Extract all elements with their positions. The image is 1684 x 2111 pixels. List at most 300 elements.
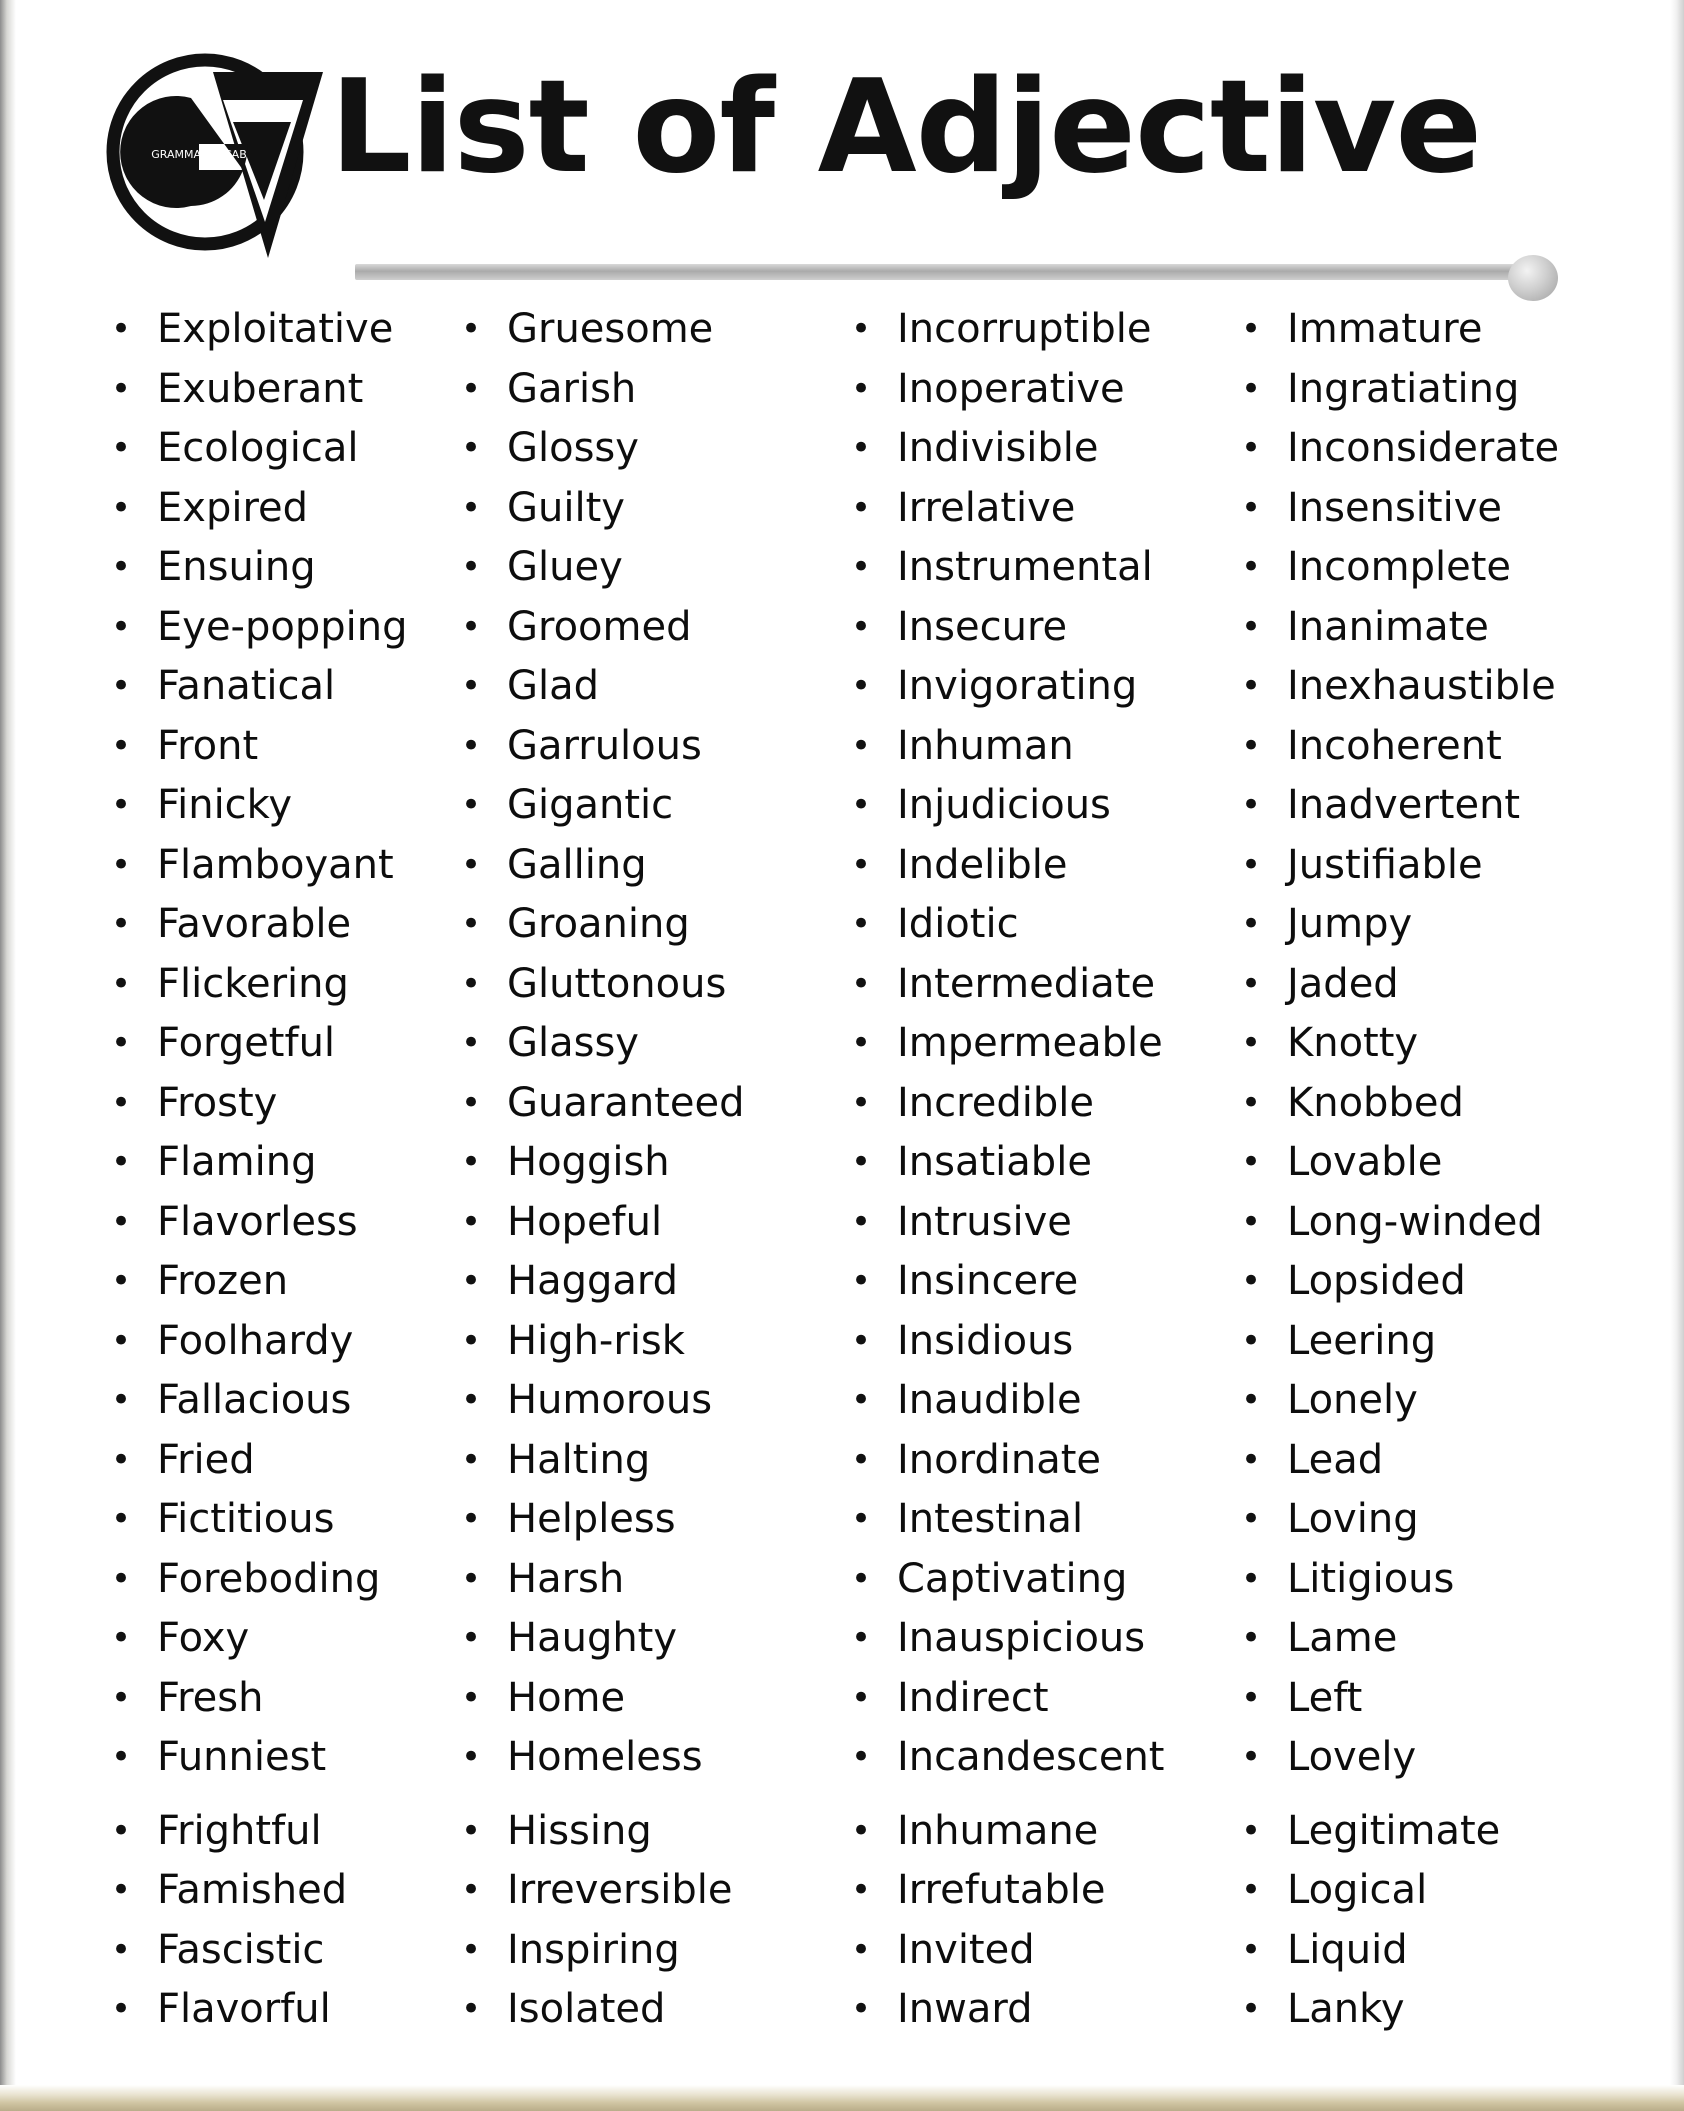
bullet-icon: • — [851, 1558, 872, 1599]
adjective-label: Glossy — [507, 425, 639, 471]
list-item — [95, 657, 445, 717]
list-item — [835, 895, 1225, 955]
list-item — [445, 598, 835, 658]
adjective-label: Inauspicious — [897, 1615, 1146, 1661]
bullet-icon: • — [461, 1142, 482, 1182]
adjective-label: Harsh — [507, 1555, 625, 1602]
adjective-label: Inoperative — [897, 365, 1125, 412]
list-item — [1225, 1728, 1615, 1788]
bullet-icon: • — [1241, 725, 1262, 766]
bullet-icon: • — [1241, 1023, 1262, 1063]
bullet-icon: • — [461, 844, 482, 885]
list-item — [445, 1252, 835, 1312]
bullet-icon: • — [1241, 666, 1262, 706]
bullet-icon: • — [461, 1618, 482, 1658]
list-item — [445, 1728, 835, 1788]
bullet-icon: • — [461, 1677, 482, 1718]
bullet-icon: • — [461, 1499, 482, 1539]
list-item — [835, 419, 1225, 479]
adjective-label: Homeless — [507, 1734, 703, 1780]
list-item — [1225, 1252, 1615, 1312]
bullet-icon: • — [461, 1558, 482, 1599]
bullet-icon: • — [111, 1380, 132, 1420]
adjective-label: Guaranteed — [507, 1079, 745, 1126]
adjective-label: Ingratiating — [1287, 365, 1520, 412]
bullet-icon: • — [461, 1439, 482, 1480]
bullet-icon: • — [851, 428, 872, 468]
adjective-label: Haughty — [507, 1615, 678, 1661]
bullet-icon: • — [851, 785, 872, 825]
list-item — [95, 419, 445, 479]
adjective-label: Injudicious — [897, 782, 1111, 828]
bullet-icon: • — [851, 1929, 872, 1970]
document-header — [0, 26, 1684, 276]
adjective-label: Humorous — [507, 1377, 713, 1423]
adjective-label: Gluey — [507, 544, 623, 590]
bullet-icon: • — [111, 904, 132, 944]
bullet-icon: • — [461, 1870, 482, 1910]
bullet-icon: • — [461, 309, 482, 349]
adjective-label: Famished — [157, 1867, 348, 1913]
bullet-icon: • — [461, 963, 482, 1004]
adjective-label: Leering — [1287, 1317, 1437, 1364]
bullet-icon: • — [1241, 1499, 1262, 1539]
adjective-label: Fallacious — [157, 1377, 352, 1423]
list-item — [95, 776, 445, 836]
adjective-label: Insatiable — [897, 1139, 1092, 1185]
bullet-icon: • — [851, 1439, 872, 1480]
adjective-label: Flavorful — [157, 1986, 331, 2032]
list-item — [1225, 1669, 1615, 1729]
adjective-label: Inanimate — [1287, 603, 1489, 650]
bullet-icon: • — [1241, 785, 1262, 825]
list-item — [95, 1921, 445, 1981]
bullet-icon: • — [111, 1499, 132, 1539]
bullet-icon: • — [1241, 844, 1262, 885]
list-item — [95, 1609, 445, 1669]
bullet-icon: • — [851, 1201, 872, 1242]
list-item — [835, 1921, 1225, 1981]
list-item — [1225, 1861, 1615, 1921]
list-item — [445, 1371, 835, 1431]
adjective-column-4 — [1225, 300, 1615, 2040]
list-item — [95, 1669, 445, 1729]
list-item — [445, 1669, 835, 1729]
adjective-label: Frozen — [157, 1258, 289, 1304]
adjective-column-1 — [95, 300, 445, 2040]
adjective-label: Funniest — [157, 1734, 327, 1780]
adjective-label: Home — [507, 1674, 626, 1721]
list-item — [445, 1431, 835, 1491]
bullet-icon: • — [1241, 606, 1262, 647]
adjective-label: Fictitious — [157, 1496, 335, 1542]
adjective-label: Insecure — [897, 603, 1068, 650]
list-item — [95, 1861, 445, 1921]
adjective-label: Invited — [897, 1926, 1035, 1973]
adjective-label: Lopsided — [1287, 1258, 1466, 1304]
list-item — [835, 1609, 1225, 1669]
grammarvocab-logo — [95, 52, 337, 267]
list-item — [95, 479, 445, 539]
list-item — [835, 1014, 1225, 1074]
list-item — [95, 598, 445, 658]
bullet-icon: • — [461, 368, 482, 409]
list-item — [95, 1490, 445, 1550]
list-item — [835, 1074, 1225, 1134]
list-item — [445, 1014, 835, 1074]
bullet-icon: • — [851, 1320, 872, 1361]
bullet-icon: • — [851, 606, 872, 647]
bullet-icon: • — [1241, 1558, 1262, 1599]
list-item — [1225, 657, 1615, 717]
adjective-label: Groomed — [507, 603, 692, 650]
bullet-icon: • — [111, 309, 132, 349]
adjective-label: Flamboyant — [157, 841, 394, 888]
bullet-icon: • — [461, 1320, 482, 1361]
list-item — [95, 1193, 445, 1253]
adjective-label: Flaming — [157, 1139, 317, 1185]
list-item — [1225, 1193, 1615, 1253]
adjective-label: Ecological — [157, 425, 359, 471]
bullet-icon: • — [111, 963, 132, 1004]
adjective-label: Lonely — [1287, 1377, 1418, 1423]
list-item — [1225, 1490, 1615, 1550]
adjective-label: Incorruptible — [897, 306, 1152, 352]
list-item — [95, 300, 445, 360]
adjective-label: Favorable — [157, 901, 352, 947]
bullet-icon: • — [461, 606, 482, 647]
bullet-icon: • — [851, 725, 872, 766]
list-item — [1225, 538, 1615, 598]
list-item — [95, 1074, 445, 1134]
list-item — [445, 419, 835, 479]
adjective-label: Fanatical — [157, 663, 336, 709]
list-item — [835, 1802, 1225, 1862]
bullet-icon: • — [851, 1737, 872, 1777]
list-item — [445, 538, 835, 598]
adjective-label: Flickering — [157, 960, 349, 1007]
adjective-label: Gigantic — [507, 782, 674, 828]
bullet-icon: • — [1241, 1439, 1262, 1480]
adjective-label: Insincere — [897, 1258, 1079, 1304]
adjective-label: Inspiring — [507, 1926, 680, 1973]
list-item — [1225, 895, 1615, 955]
list-item — [445, 717, 835, 777]
bullet-icon: • — [111, 1558, 132, 1599]
list-item — [835, 1252, 1225, 1312]
adjective-label: Immature — [1287, 306, 1483, 352]
adjective-label: Fresh — [157, 1674, 264, 1721]
bullet-icon: • — [461, 1023, 482, 1063]
bullet-icon: • — [461, 1261, 482, 1301]
list-item — [445, 479, 835, 539]
bullet-icon: • — [1241, 368, 1262, 409]
bullet-icon: • — [851, 666, 872, 706]
adjective-label: Insensitive — [1287, 484, 1502, 531]
bullet-icon: • — [111, 368, 132, 409]
bullet-icon: • — [851, 1261, 872, 1301]
bullet-icon: • — [851, 1618, 872, 1658]
adjective-label: Litigious — [1287, 1555, 1455, 1602]
list-item — [1225, 1133, 1615, 1193]
adjective-label: Flavorless — [157, 1198, 358, 1245]
bullet-icon: • — [111, 1677, 132, 1718]
adjective-label: Intrusive — [897, 1198, 1072, 1245]
adjective-label: High-risk — [507, 1317, 685, 1364]
list-item — [1225, 776, 1615, 836]
bullet-icon: • — [111, 1618, 132, 1658]
bullet-icon: • — [111, 1870, 132, 1910]
list-item — [1225, 1921, 1615, 1981]
bullet-icon: • — [851, 1380, 872, 1420]
list-item — [1225, 1431, 1615, 1491]
list-item — [835, 360, 1225, 420]
bullet-icon: • — [111, 1320, 132, 1361]
adjective-label: Exploitative — [157, 306, 394, 352]
list-item — [1225, 419, 1615, 479]
adjective-label: Halting — [507, 1436, 651, 1483]
list-item — [95, 1980, 445, 2040]
list-item — [835, 538, 1225, 598]
bullet-icon: • — [1241, 1142, 1262, 1182]
list-item — [95, 1133, 445, 1193]
adjective-label: Inadvertent — [1287, 782, 1521, 828]
bullet-icon: • — [1241, 547, 1262, 587]
bullet-icon: • — [851, 844, 872, 885]
list-item — [95, 1252, 445, 1312]
list-item — [835, 479, 1225, 539]
list-item — [445, 300, 835, 360]
list-item — [445, 1312, 835, 1372]
list-item — [1225, 1312, 1615, 1372]
list-item — [445, 1133, 835, 1193]
list-item — [445, 1609, 835, 1669]
bullet-icon: • — [111, 428, 132, 468]
adjective-label: Eye-popping — [157, 603, 408, 650]
bullet-icon: • — [111, 1989, 132, 2029]
adjective-label: Intestinal — [897, 1496, 1084, 1542]
bullet-icon: • — [461, 1737, 482, 1777]
adjective-label: Gruesome — [507, 306, 714, 352]
bullet-icon: • — [461, 1810, 482, 1851]
list-item — [95, 1431, 445, 1491]
list-item — [1225, 955, 1615, 1015]
adjective-label: Inexhaustible — [1287, 663, 1556, 709]
bullet-icon: • — [851, 1870, 872, 1910]
list-item — [445, 1861, 835, 1921]
adjective-label: Knotty — [1287, 1020, 1419, 1066]
list-item — [445, 1490, 835, 1550]
bullet-icon: • — [111, 1737, 132, 1777]
adjective-label: Lovable — [1287, 1139, 1443, 1185]
adjective-label: Inconsiderate — [1287, 425, 1560, 471]
list-item — [95, 895, 445, 955]
adjective-label: Left — [1287, 1674, 1363, 1721]
list-item — [835, 1669, 1225, 1729]
bullet-icon: • — [111, 725, 132, 766]
list-item — [835, 1193, 1225, 1253]
adjective-label: Liquid — [1287, 1926, 1408, 1973]
bullet-icon: • — [1241, 487, 1262, 528]
adjective-label: Fried — [157, 1436, 255, 1483]
list-item — [445, 1550, 835, 1610]
adjective-column-2 — [445, 300, 835, 2040]
bullet-icon: • — [1241, 1737, 1262, 1777]
bullet-icon: • — [461, 1989, 482, 2029]
adjective-label: Legitimate — [1287, 1807, 1501, 1854]
list-item — [95, 1312, 445, 1372]
list-item — [95, 1371, 445, 1431]
bullet-icon: • — [851, 1082, 872, 1123]
list-item — [1225, 1550, 1615, 1610]
adjective-label: Knobbed — [1287, 1079, 1464, 1126]
adjective-label: Foolhardy — [157, 1317, 354, 1364]
bullet-icon: • — [461, 666, 482, 706]
adjective-label: Inaudible — [897, 1377, 1082, 1423]
adjective-label: Lovely — [1287, 1734, 1417, 1780]
bullet-icon: • — [1241, 1810, 1262, 1851]
adjective-label: Glad — [507, 663, 600, 709]
bullet-icon: • — [851, 309, 872, 349]
bullet-icon: • — [111, 1082, 132, 1123]
adjective-label: Incandescent — [897, 1734, 1165, 1780]
adjective-label: Garish — [507, 365, 637, 412]
bullet-icon: • — [111, 1023, 132, 1063]
list-item — [445, 1802, 835, 1862]
adjective-label: Indivisible — [897, 425, 1099, 471]
bullet-icon: • — [1241, 1082, 1262, 1123]
list-item — [445, 360, 835, 420]
adjective-label: Groaning — [507, 901, 690, 947]
adjective-label: Irrelative — [897, 484, 1076, 531]
list-item — [835, 1980, 1225, 2040]
adjective-label: Idiotic — [897, 901, 1019, 947]
adjective-label: Long-winded — [1287, 1198, 1543, 1245]
bullet-icon: • — [1241, 1929, 1262, 1970]
bullet-icon: • — [1241, 904, 1262, 944]
list-item — [95, 1802, 445, 1862]
bullet-icon: • — [851, 1499, 872, 1539]
adjective-label: Frosty — [157, 1079, 278, 1126]
bullet-icon: • — [851, 963, 872, 1004]
bullet-icon: • — [1241, 1989, 1262, 2029]
bullet-icon: • — [461, 1929, 482, 1970]
adjective-columns — [0, 300, 1684, 2040]
bullet-icon: • — [1241, 309, 1262, 349]
adjective-label: Guilty — [507, 484, 625, 531]
bullet-icon: • — [851, 1810, 872, 1851]
adjective-label: Finicky — [157, 782, 293, 828]
list-item — [1225, 1014, 1615, 1074]
bullet-icon: • — [111, 1439, 132, 1480]
adjective-label: Helpless — [507, 1496, 676, 1542]
scan-edge-bottom — [0, 2085, 1684, 2111]
list-item — [835, 300, 1225, 360]
list-item — [835, 1431, 1225, 1491]
bullet-icon: • — [1241, 1380, 1262, 1420]
bullet-icon: • — [1241, 963, 1262, 1004]
adjective-label: Hissing — [507, 1807, 652, 1854]
list-item — [1225, 360, 1615, 420]
bullet-icon: • — [461, 1380, 482, 1420]
list-item — [1225, 1609, 1615, 1669]
adjective-label: Loving — [1287, 1496, 1419, 1542]
title-underline-rule — [355, 264, 1540, 280]
bullet-icon: • — [1241, 1320, 1262, 1361]
list-item — [445, 1980, 835, 2040]
list-item — [1225, 1980, 1615, 2040]
bullet-icon: • — [111, 1929, 132, 1970]
bullet-icon: • — [461, 547, 482, 587]
list-item — [1225, 479, 1615, 539]
adjective-label: Haggard — [507, 1258, 679, 1304]
adjective-label: Lead — [1287, 1436, 1384, 1483]
list-item — [445, 955, 835, 1015]
list-item — [445, 836, 835, 896]
bullet-icon: • — [461, 1082, 482, 1123]
bullet-icon: • — [851, 1677, 872, 1718]
adjective-label: Incredible — [897, 1079, 1094, 1126]
bullet-icon: • — [111, 487, 132, 528]
bullet-icon: • — [1241, 428, 1262, 468]
bullet-icon: • — [851, 487, 872, 528]
list-item — [835, 776, 1225, 836]
list-item — [445, 657, 835, 717]
bullet-icon: • — [851, 1023, 872, 1063]
logo-wordmark: GRAMMARVOCAB — [151, 148, 247, 161]
list-item — [1225, 1371, 1615, 1431]
adjective-label: Captivating — [897, 1555, 1128, 1602]
bullet-icon: • — [461, 487, 482, 528]
list-item — [1225, 1074, 1615, 1134]
adjective-label: Hopeful — [507, 1198, 663, 1245]
bullet-icon: • — [851, 1142, 872, 1182]
list-item — [835, 1133, 1225, 1193]
adjective-label: Lame — [1287, 1615, 1398, 1661]
adjective-label: Glassy — [507, 1020, 639, 1066]
list-item — [835, 598, 1225, 658]
list-item — [835, 1550, 1225, 1610]
bullet-icon: • — [461, 904, 482, 944]
list-item — [95, 1728, 445, 1788]
list-item — [445, 1193, 835, 1253]
adjective-label: Irrefutable — [897, 1867, 1106, 1913]
list-item — [95, 1550, 445, 1610]
list-item — [445, 1074, 835, 1134]
adjective-label: Isolated — [507, 1986, 666, 2032]
adjective-label: Inhumane — [897, 1807, 1099, 1854]
bullet-icon: • — [111, 606, 132, 647]
adjective-label: Jaded — [1287, 960, 1399, 1007]
list-item — [1225, 836, 1615, 896]
adjective-label: Inward — [897, 1986, 1033, 2032]
adjective-label: Expired — [157, 484, 309, 531]
bullet-icon: • — [111, 1201, 132, 1242]
adjective-label: Incomplete — [1287, 544, 1511, 590]
list-item — [835, 955, 1225, 1015]
adjective-label: Hoggish — [507, 1139, 670, 1185]
adjective-label: Incoherent — [1287, 722, 1502, 769]
adjective-column-3 — [835, 300, 1225, 2040]
bullet-icon: • — [851, 1989, 872, 2029]
list-item — [1225, 598, 1615, 658]
list-item — [445, 776, 835, 836]
adjective-label: Logical — [1287, 1867, 1428, 1913]
adjective-label: Impermeable — [897, 1020, 1163, 1066]
list-item — [95, 1014, 445, 1074]
adjective-label: Instrumental — [897, 544, 1153, 590]
list-item — [835, 717, 1225, 777]
